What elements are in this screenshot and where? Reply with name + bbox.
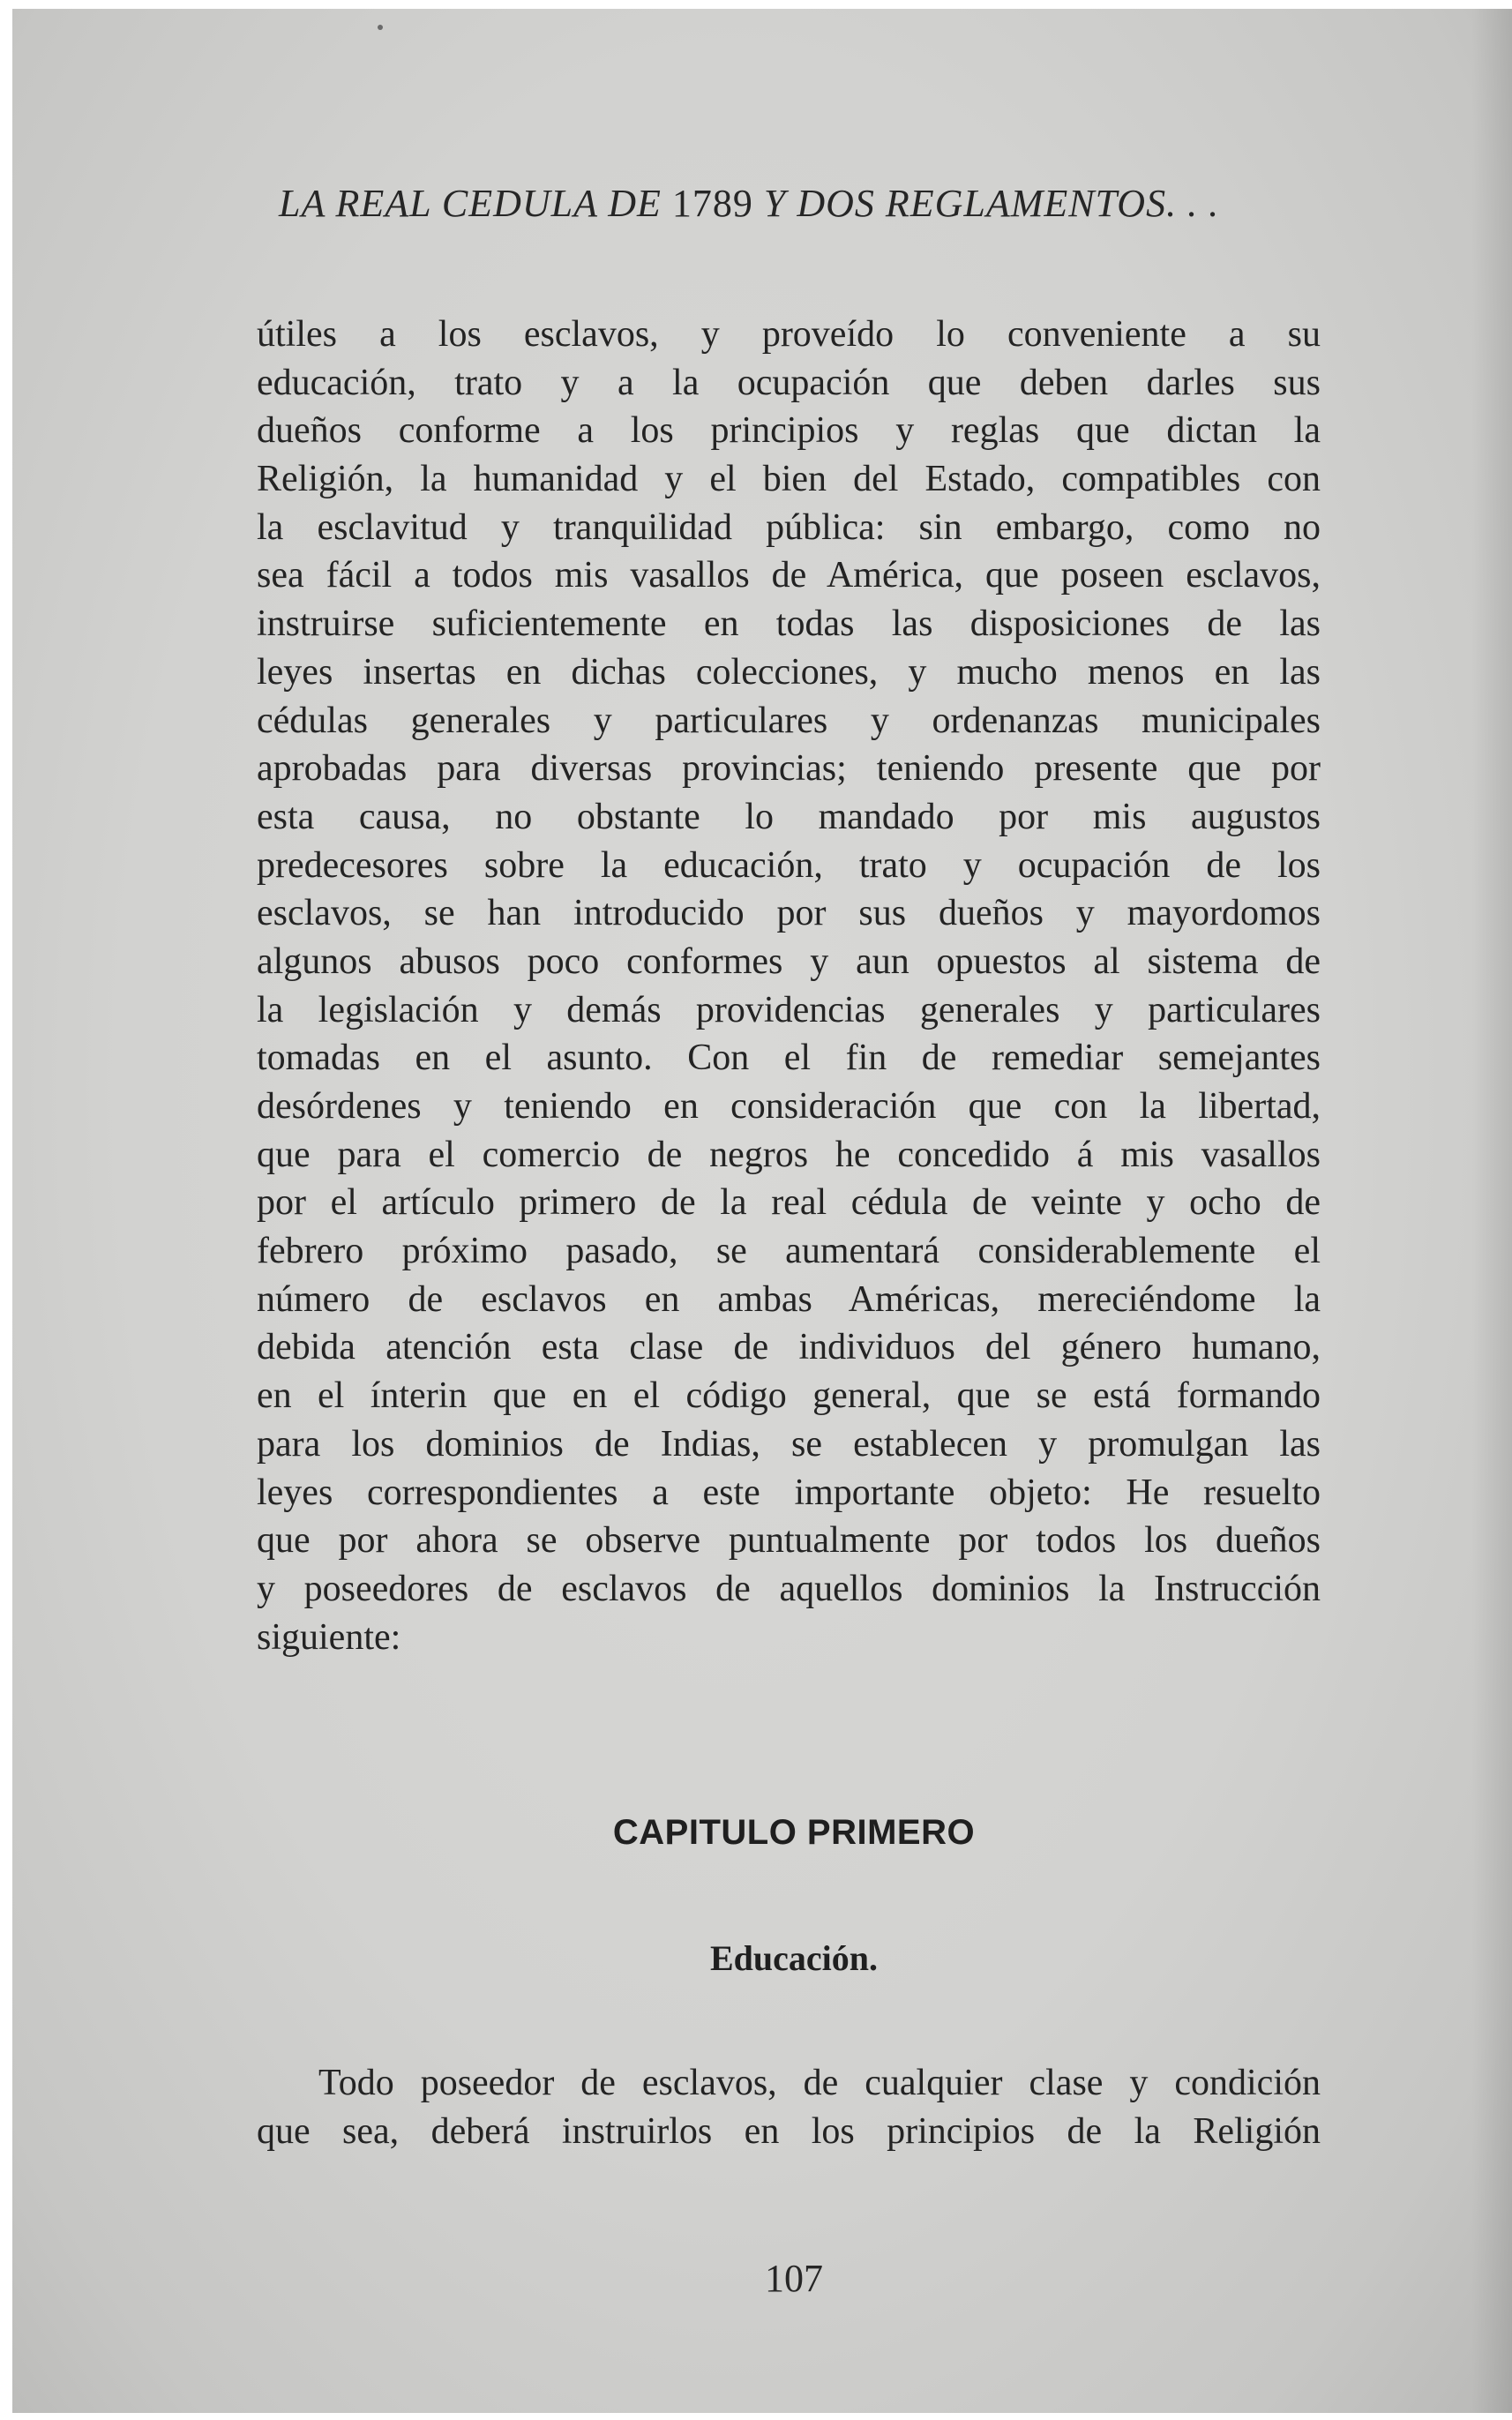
text-line: en el ínterin que en el código general, que se está formando <box>257 1375 1321 1417</box>
text-line: leyes insertas en dichas colecciones, y mucho menos en las <box>257 651 1321 693</box>
running-head-title-end: Y DOS REGLAMENTOS. . . <box>752 182 1220 225</box>
text-line: y poseedores de esclavos de aquellos dominios la Instrucción <box>257 1568 1321 1609</box>
text-line: que por ahora se observe puntualmente por todos los dueños <box>257 1520 1321 1562</box>
running-head <box>279 181 1337 226</box>
text-line: debida atención esta clase de individuos del género humano, <box>257 1327 1321 1368</box>
text-line: la esclavitud y tranquilidad pública: sin embargo, como no <box>257 506 1321 548</box>
running-head-year: 1789 <box>671 182 753 225</box>
text-line: febrero próximo pasado, se aumentará considerablemente el <box>257 1231 1321 1272</box>
text-line: número de esclavos en ambas Américas, mereciéndome la <box>257 1278 1321 1320</box>
text-line: instruirse suficientemente en todas las disposiciones de las <box>257 603 1321 645</box>
text-line: educación, trato y a la ocupación que deben darles sus <box>257 362 1321 403</box>
text-line: Todo poseedor de esclavos, de cualquier clase y condición <box>318 2063 1321 2103</box>
text-line: predecesores sobre la educación, trato y ocupación de los <box>257 844 1321 886</box>
text-line: siguiente: <box>257 1616 401 1658</box>
text-line: que sea, deberá instruirlos en los principios de la Religión <box>257 2110 1321 2152</box>
chapter-title: CAPITULO PRIMERO <box>612 1813 976 1852</box>
text-line: Religión, la humanidad y el bien del Estado, compatibles con <box>257 459 1321 500</box>
text-line: desórdenes y teniendo en consideración que con la libertad, <box>257 1086 1321 1127</box>
page-edge-shadow <box>1471 9 1512 2413</box>
dust-speck <box>378 25 383 30</box>
text-line: tomadas en el asunto. Con el fin de remediar semejantes <box>257 1038 1321 1079</box>
text-line: dueños conforme a los principios y reglas que dictan la <box>257 410 1321 452</box>
paragraph-2 <box>257 2059 1321 2155</box>
section-title: Educación. <box>709 1938 879 1978</box>
text-line: algunos abusos poco conformes y aun opuestos al sistema de <box>257 940 1321 982</box>
text-line: esclavos, se han introducido por sus dueños y mayordomos <box>257 893 1321 934</box>
text-line: que para el comercio de negros he concedido á mis vasallos <box>257 1134 1321 1175</box>
text-line: leyes correspondientes a este importante objeto: He resuelto <box>257 1472 1321 1513</box>
paragraph-1 <box>257 311 1321 1661</box>
text-line: esta causa, no obstante lo mandado por mis augustos <box>257 796 1321 837</box>
text-line: por el artículo primero de la real cédula de veinte y ocho de <box>257 1182 1321 1224</box>
running-head-title-start: LA REAL CEDULA DE <box>279 182 672 225</box>
text-line: aprobadas para diversas provincias; teniendo presente que por <box>257 748 1321 790</box>
text-line: útiles a los esclavos, y proveído lo conveniente a su <box>257 314 1321 355</box>
page-number: 107 <box>765 2257 823 2300</box>
text-line: la legislación y demás providencias generales y particulares <box>257 989 1321 1030</box>
text-line: sea fácil a todos mis vasallos de América, que poseen esclavos, <box>257 555 1321 596</box>
text-line: cédulas generales y particulares y ordenanzas municipales <box>257 700 1321 741</box>
text-line: para los dominios de Indias, se establecen y promulgan las <box>257 1423 1321 1465</box>
